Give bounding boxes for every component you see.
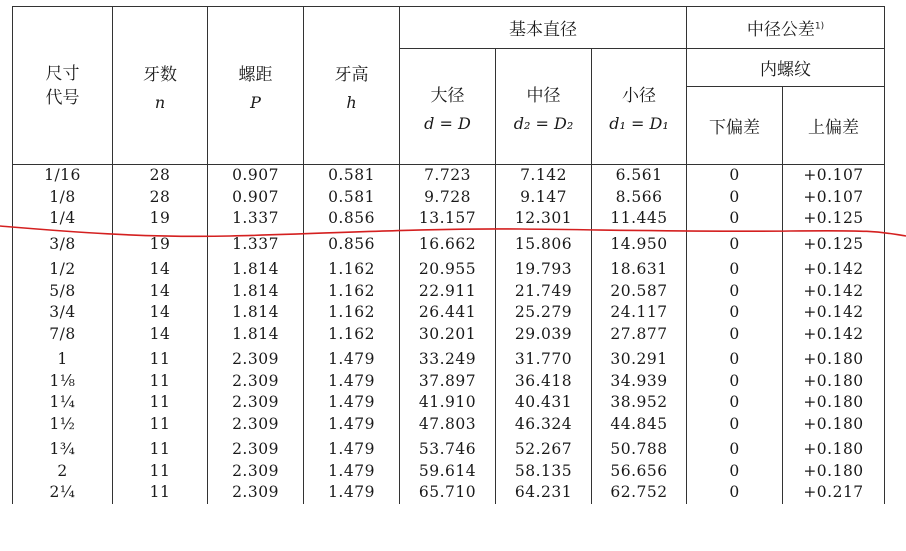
cell-major-diameter: 20.955 <box>400 255 496 281</box>
cell-height: 1.479 <box>304 371 400 393</box>
cell-threads: 28 <box>113 165 208 187</box>
cell-upper-deviation: +0.180 <box>783 345 885 371</box>
cell-minor-diameter: 6.561 <box>592 165 687 187</box>
cell-minor-diameter: 24.117 <box>592 302 687 324</box>
cell-minor-diameter: 38.952 <box>592 392 687 414</box>
table-row <box>13 281 885 303</box>
header-pitch <box>208 7 304 165</box>
cell-pitch-diameter: 15.806 <box>496 230 592 256</box>
thread-dimension-table <box>12 6 885 504</box>
cell-upper-deviation: +0.180 <box>783 461 885 483</box>
table-row <box>13 324 885 346</box>
header-threads-label: 牙数 <box>143 64 177 85</box>
cell-size-code: 1/16 <box>13 165 113 187</box>
cell-threads: 11 <box>113 461 208 483</box>
cell-size-code: 1⅛ <box>13 371 113 393</box>
cell-size-code: 5/8 <box>13 281 113 303</box>
cell-threads: 28 <box>113 187 208 209</box>
cell-major-diameter: 22.911 <box>400 281 496 303</box>
cell-major-diameter: 16.662 <box>400 230 496 256</box>
table-body <box>13 165 885 504</box>
cell-lower-deviation: 0 <box>687 414 783 436</box>
table-row <box>13 302 885 324</box>
cell-upper-deviation: +0.180 <box>783 371 885 393</box>
cell-major-diameter: 41.910 <box>400 392 496 414</box>
cell-pitch: 1.814 <box>208 302 304 324</box>
cell-upper-deviation: +0.142 <box>783 324 885 346</box>
header-upper-deviation: 上偏差 <box>783 87 885 165</box>
cell-minor-diameter: 30.291 <box>592 345 687 371</box>
cell-size-code: 2 <box>13 461 113 483</box>
table-header <box>13 7 885 165</box>
cell-upper-deviation: +0.142 <box>783 255 885 281</box>
header-major-diameter <box>400 49 496 165</box>
cell-pitch-diameter: 12.301 <box>496 208 592 230</box>
cell-threads: 11 <box>113 371 208 393</box>
cell-pitch-diameter: 46.324 <box>496 414 592 436</box>
cell-upper-deviation: +0.180 <box>783 414 885 436</box>
cell-threads: 19 <box>113 230 208 256</box>
cell-major-diameter: 33.249 <box>400 345 496 371</box>
cell-major-diameter: 7.723 <box>400 165 496 187</box>
header-height-label: 牙高 <box>334 64 369 85</box>
table-row <box>13 187 885 209</box>
cell-minor-diameter: 18.631 <box>592 255 687 281</box>
cell-pitch: 1.814 <box>208 281 304 303</box>
table-row <box>13 435 885 461</box>
cell-size-code: 1/8 <box>13 187 113 209</box>
cell-upper-deviation: +0.180 <box>783 392 885 414</box>
cell-height: 1.479 <box>304 392 400 414</box>
cell-threads: 11 <box>113 392 208 414</box>
header-size-code-line2: 代号 <box>45 87 80 108</box>
cell-major-diameter: 47.803 <box>400 414 496 436</box>
cell-threads: 11 <box>113 482 208 504</box>
header-pitch-tolerance-note: 1) <box>814 21 825 32</box>
cell-pitch: 2.309 <box>208 461 304 483</box>
cell-size-code: 1¼ <box>13 392 113 414</box>
cell-size-code: 1¾ <box>13 435 113 461</box>
cell-lower-deviation: 0 <box>687 255 783 281</box>
table-row <box>13 461 885 483</box>
cell-pitch-diameter: 36.418 <box>496 371 592 393</box>
cell-minor-diameter: 34.939 <box>592 371 687 393</box>
cell-upper-deviation: +0.107 <box>783 187 885 209</box>
cell-minor-diameter: 50.788 <box>592 435 687 461</box>
cell-lower-deviation: 0 <box>687 371 783 393</box>
cell-threads: 19 <box>113 208 208 230</box>
cell-pitch-diameter: 40.431 <box>496 392 592 414</box>
cell-pitch-diameter: 25.279 <box>496 302 592 324</box>
cell-threads: 14 <box>113 255 208 281</box>
cell-minor-diameter: 8.566 <box>592 187 687 209</box>
cell-pitch: 2.309 <box>208 482 304 504</box>
cell-size-code: 7/8 <box>13 324 113 346</box>
cell-pitch-diameter: 21.749 <box>496 281 592 303</box>
cell-lower-deviation: 0 <box>687 392 783 414</box>
cell-pitch: 2.309 <box>208 392 304 414</box>
cell-size-code: 2¼ <box>13 482 113 504</box>
cell-height: 1.162 <box>304 255 400 281</box>
cell-pitch-diameter: 7.142 <box>496 165 592 187</box>
cell-pitch-diameter: 31.770 <box>496 345 592 371</box>
cell-height: 1.479 <box>304 461 400 483</box>
cell-upper-deviation: +0.180 <box>783 435 885 461</box>
cell-major-diameter: 9.728 <box>400 187 496 209</box>
cell-pitch: 2.309 <box>208 371 304 393</box>
cell-height: 1.479 <box>304 482 400 504</box>
cell-major-diameter: 65.710 <box>400 482 496 504</box>
header-threads <box>113 7 208 165</box>
cell-pitch-diameter: 64.231 <box>496 482 592 504</box>
cell-threads: 11 <box>113 345 208 371</box>
cell-minor-diameter: 62.752 <box>592 482 687 504</box>
cell-pitch-diameter: 9.147 <box>496 187 592 209</box>
cell-height: 0.856 <box>304 208 400 230</box>
cell-pitch: 0.907 <box>208 187 304 209</box>
cell-major-diameter: 13.157 <box>400 208 496 230</box>
cell-size-code: 1 <box>13 345 113 371</box>
cell-lower-deviation: 0 <box>687 187 783 209</box>
cell-major-diameter: 59.614 <box>400 461 496 483</box>
cell-lower-deviation: 0 <box>687 461 783 483</box>
cell-minor-diameter: 56.656 <box>592 461 687 483</box>
cell-size-code: 1½ <box>13 414 113 436</box>
header-pitch-symbol: P <box>250 92 261 112</box>
cell-height: 1.479 <box>304 345 400 371</box>
cell-minor-diameter: 44.845 <box>592 414 687 436</box>
table-row <box>13 392 885 414</box>
cell-pitch: 2.309 <box>208 414 304 436</box>
cell-lower-deviation: 0 <box>687 208 783 230</box>
cell-upper-deviation: +0.142 <box>783 302 885 324</box>
header-pitch-diameter <box>496 49 592 165</box>
cell-height: 1.162 <box>304 302 400 324</box>
cell-threads: 14 <box>113 302 208 324</box>
header-size-code-line1: 尺寸 <box>45 63 80 84</box>
cell-major-diameter: 30.201 <box>400 324 496 346</box>
header-internal-thread: 内螺纹 <box>687 49 885 87</box>
table-row <box>13 414 885 436</box>
cell-height: 0.856 <box>304 230 400 256</box>
header-major-symbol: d = D <box>424 113 471 133</box>
header-lower-deviation: 下偏差 <box>687 87 783 165</box>
header-pitch-tolerance-label: 中径公差 <box>746 20 815 40</box>
header-minor-symbol: d₁ = D₁ <box>609 113 669 133</box>
cell-lower-deviation: 0 <box>687 165 783 187</box>
cell-height: 0.581 <box>304 187 400 209</box>
cell-pitch: 1.337 <box>208 208 304 230</box>
cell-pitch: 0.907 <box>208 165 304 187</box>
header-size-code <box>13 7 113 165</box>
table-row <box>13 230 885 256</box>
header-minor-diameter <box>592 49 687 165</box>
cell-lower-deviation: 0 <box>687 230 783 256</box>
header-pitch-dia-symbol: d₂ = D₂ <box>513 113 574 133</box>
cell-size-code: 3/8 <box>13 230 113 256</box>
cell-height: 1.479 <box>304 435 400 461</box>
cell-upper-deviation: +0.142 <box>783 281 885 303</box>
header-pitch-dia-label: 中径 <box>526 85 561 106</box>
table-row <box>13 371 885 393</box>
cell-pitch: 1.814 <box>208 324 304 346</box>
header-height <box>304 7 400 165</box>
cell-threads: 11 <box>113 435 208 461</box>
table-row <box>13 165 885 187</box>
header-pitch-tolerance <box>687 7 885 49</box>
cell-size-code: 1/2 <box>13 255 113 281</box>
cell-pitch: 1.337 <box>208 230 304 256</box>
cell-lower-deviation: 0 <box>687 345 783 371</box>
table-row <box>13 255 885 281</box>
cell-upper-deviation: +0.107 <box>783 165 885 187</box>
cell-pitch-diameter: 29.039 <box>496 324 592 346</box>
cell-height: 0.581 <box>304 165 400 187</box>
cell-threads: 14 <box>113 324 208 346</box>
cell-height: 1.479 <box>304 414 400 436</box>
header-basic-diameter: 基本直径 <box>400 7 687 49</box>
cell-lower-deviation: 0 <box>687 324 783 346</box>
cell-pitch: 2.309 <box>208 345 304 371</box>
header-major-label: 大径 <box>430 85 465 106</box>
cell-upper-deviation: +0.125 <box>783 208 885 230</box>
cell-pitch-diameter: 52.267 <box>496 435 592 461</box>
cell-minor-diameter: 11.445 <box>592 208 687 230</box>
header-threads-symbol: n <box>154 92 166 112</box>
cell-major-diameter: 26.441 <box>400 302 496 324</box>
cell-threads: 11 <box>113 414 208 436</box>
header-minor-label: 小径 <box>622 85 656 106</box>
table-row <box>13 208 885 230</box>
cell-lower-deviation: 0 <box>687 482 783 504</box>
cell-lower-deviation: 0 <box>687 435 783 461</box>
cell-major-diameter: 37.897 <box>400 371 496 393</box>
cell-pitch: 1.814 <box>208 255 304 281</box>
cell-pitch-diameter: 58.135 <box>496 461 592 483</box>
table-row <box>13 345 885 371</box>
table-row <box>13 482 885 504</box>
cell-height: 1.162 <box>304 281 400 303</box>
cell-minor-diameter: 27.877 <box>592 324 687 346</box>
cell-height: 1.162 <box>304 324 400 346</box>
cell-upper-deviation: +0.125 <box>783 230 885 256</box>
cell-minor-diameter: 14.950 <box>592 230 687 256</box>
cell-minor-diameter: 20.587 <box>592 281 687 303</box>
cell-major-diameter: 53.746 <box>400 435 496 461</box>
cell-upper-deviation: +0.217 <box>783 482 885 504</box>
cell-threads: 14 <box>113 281 208 303</box>
header-height-symbol: h <box>346 92 357 112</box>
header-pitch-label: 螺距 <box>238 64 273 85</box>
cell-size-code: 1/4 <box>13 208 113 230</box>
cell-size-code: 3/4 <box>13 302 113 324</box>
cell-lower-deviation: 0 <box>687 281 783 303</box>
cell-lower-deviation: 0 <box>687 302 783 324</box>
cell-pitch-diameter: 19.793 <box>496 255 592 281</box>
cell-pitch: 2.309 <box>208 435 304 461</box>
